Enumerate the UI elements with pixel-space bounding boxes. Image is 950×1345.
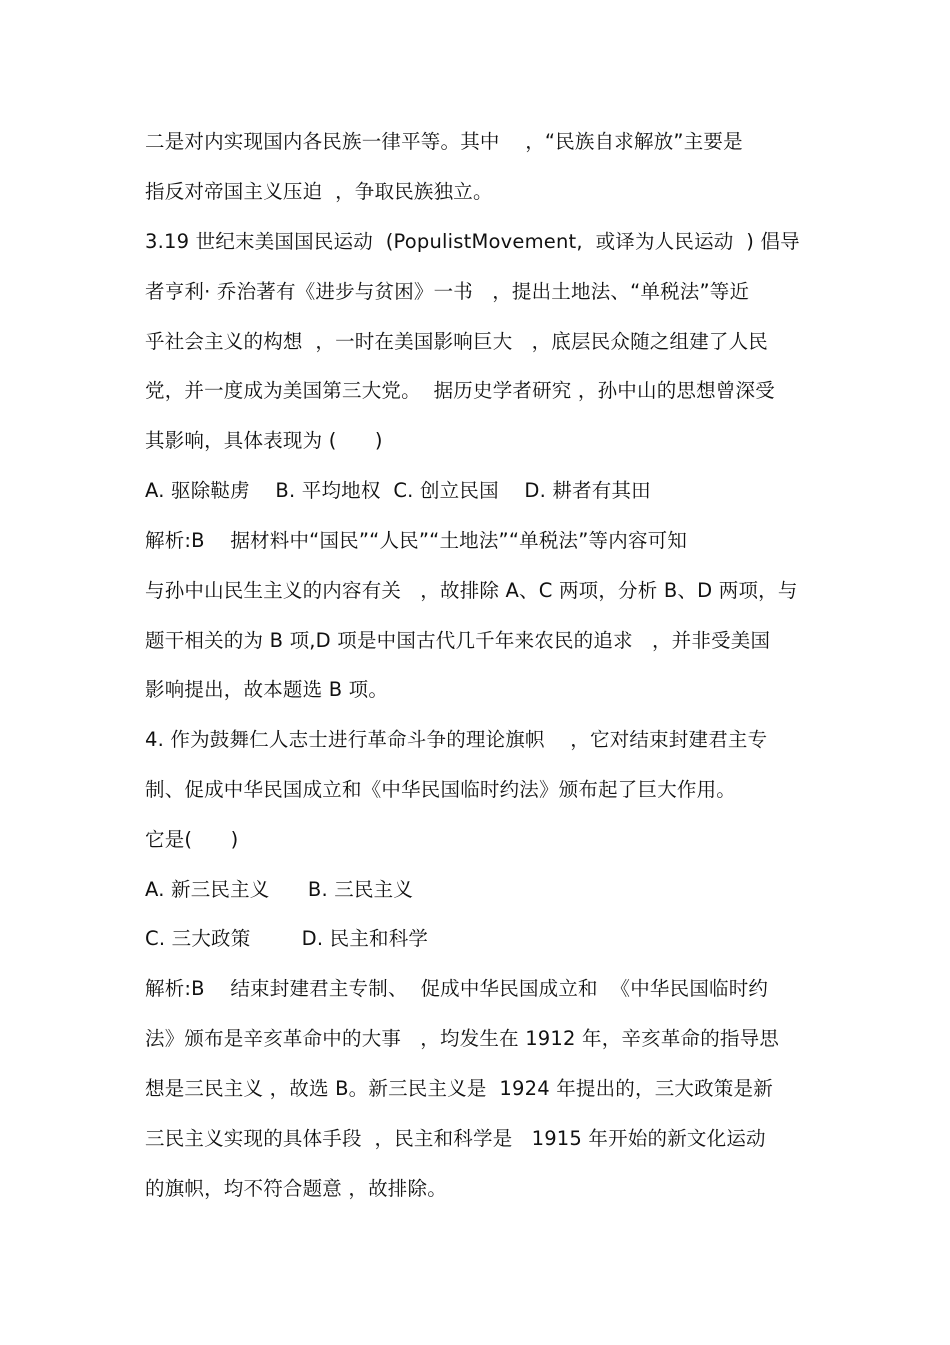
text-line: 法》颁布是辛亥革命中的大事 ，均发生在 1912 年，辛亥革命的指导思: [145, 1027, 780, 1050]
answer-options: C. 三大政策 D. 民主和科学: [145, 927, 429, 950]
text-line: 影响提出，故本题选 B 项。: [145, 678, 389, 701]
text-line: 与孙中山民生主义的内容有关 ，故排除 A、C 两项，分析 B、D 两项，与: [145, 579, 798, 602]
text-line: 题干相关的为 B 项,D 项是中国古代几千年来农民的追求 ，并非受美国: [145, 629, 771, 652]
text-line: 其影响，具体表现为 ( ): [145, 429, 383, 452]
answer-options: A. 新三民主义 B. 三民主义: [145, 878, 414, 901]
answer-options: A. 驱除鞑虏 B. 平均地权 C. 创立民国 D. 耕者有其田: [145, 479, 651, 502]
text-line: 解析:B 据材料中“国民”“人民”“土地法”“单税法”等内容可知: [145, 529, 688, 552]
text-line: 党，并一度成为美国第三大党。 据历史学者研究 ，孙中山的思想曾深受: [145, 379, 775, 402]
text-line: 想是三民主义 ，故选 B。新三民主义是 1924 年提出的，三大政策是新: [145, 1077, 773, 1100]
text-line: 解析:B 结束封建君主专制、 促成中华民国成立和 《中华民国临时约: [145, 977, 769, 1000]
text-line: 的旗帜，均不符合题意 ，故排除。: [145, 1177, 447, 1200]
text-line: 制、促成中华民国成立和《中华民国临时约法》颁布起了巨大作用。: [145, 778, 737, 801]
text-line: 二是对内实现国内各民族一律平等。其中 ，“民族自求解放”主要是: [145, 130, 743, 153]
text-line: 乎社会主义的构想 ，一时在美国影响巨大 ，底层民众随之组建了人民: [145, 330, 768, 353]
text-line: 它是( ): [145, 828, 239, 851]
text-line: 4. 作为鼓舞仁人志士进行革命斗争的理论旗帜 ，它对结束封建君主专: [145, 728, 768, 751]
text-line: 指反对帝国主义压迫 ，争取民族独立。: [145, 180, 493, 203]
text-line: 3.19 世纪末美国国民运动 (PopulistMovement, 或译为人民运动 ) 倡导: [145, 230, 800, 253]
text-line: 者亨利· 乔治著有《进步与贫困》一书 ，提出土地法、“单税法”等近: [145, 280, 750, 303]
text-line: 三民主义实现的具体手段 ，民主和科学是 1915 年开始的新文化运动: [145, 1127, 766, 1150]
